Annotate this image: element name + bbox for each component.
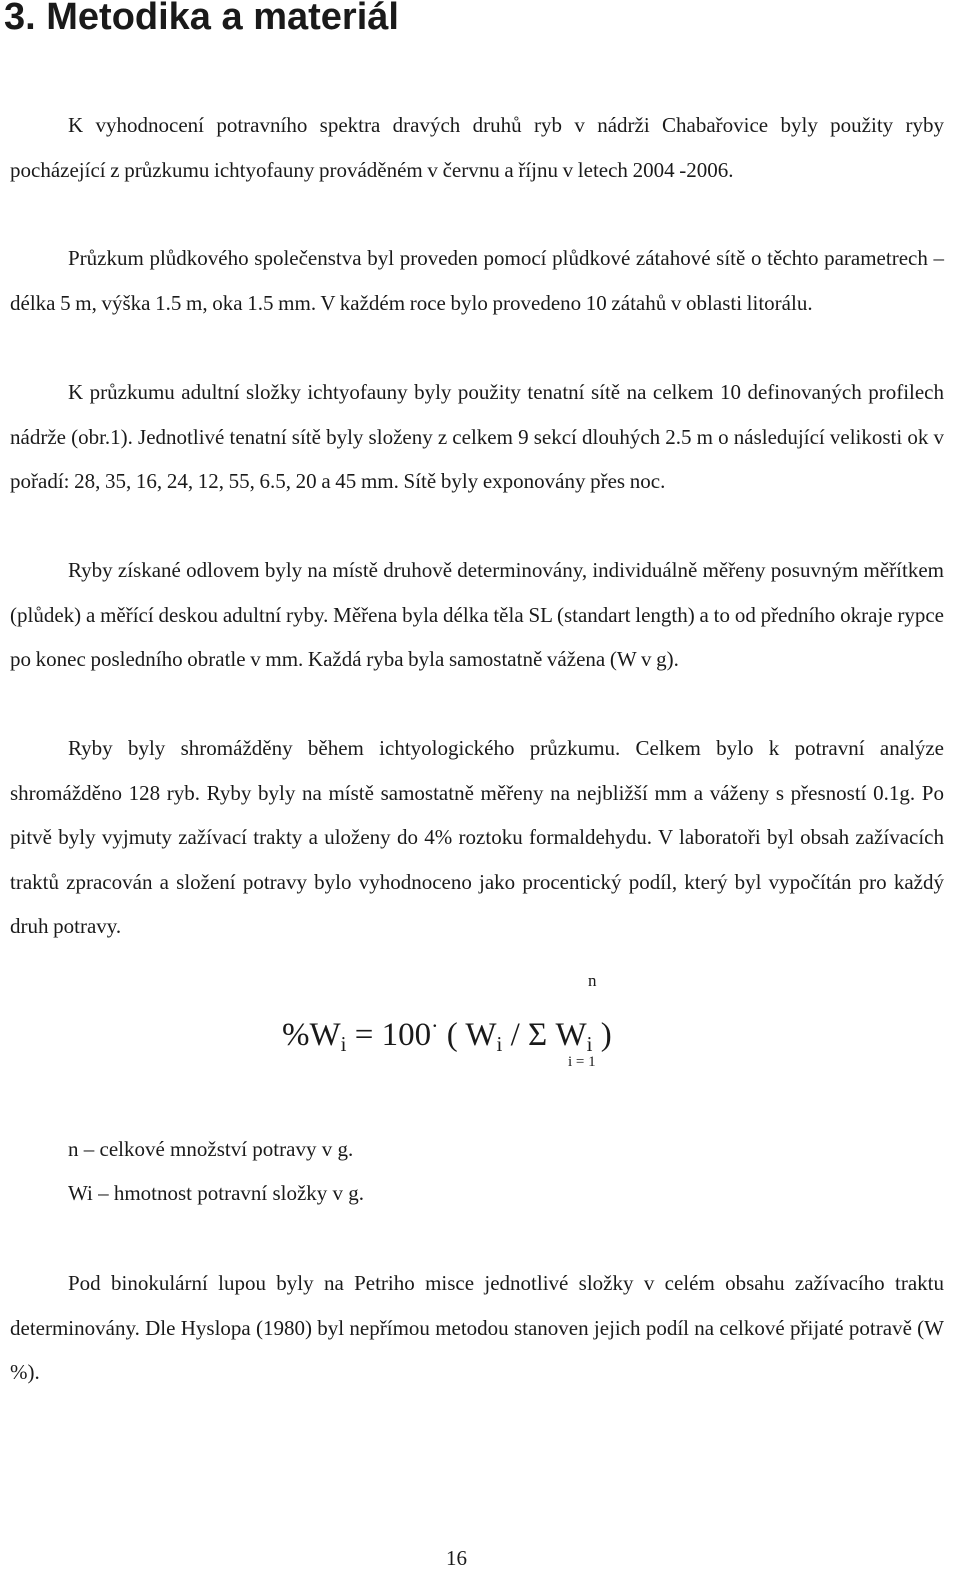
formula-sigma: / Σ W xyxy=(502,1017,587,1053)
percent-sign: % xyxy=(282,1017,310,1053)
paragraph-adult-survey: K průzkumu adultní složky ichtyofauny byly použity tenatní sítě na celkem 10 definovaných profilech nádrže (obr.1). Jednotlivé tenatní sítě byly složeny z celkem 9 sekcí dlouhých 2.5 m o následující velikosti ok v pořadí: 28, 35, 16, 24, 12, 55, 6.5, 20 a 45 mm. Sítě byly exponovány přes noc. xyxy=(10,380,944,493)
sum-lower-limit: i = 1 xyxy=(568,1054,596,1070)
legend-wi: Wi – hmotnost potravní složky v g. xyxy=(68,1181,365,1205)
paragraph-determination: Pod binokulární lupou byly na Petriho misce jednotlivé složky v celém obsahu zažívacího traktu determinovány. Dle Hyslopa (1980) byl nepřímou metodou stanoven jejich podíl na celkové přijaté potravě (W %). xyxy=(10,1271,944,1384)
paragraph-fry-survey: Průzkum plůdkového společenstva byl proveden pomocí plůdkové zátahové sítě o těchto parametrech – délka 5 m, výška 1.5 m, oka 1.5 mm. V každém roce bylo provedeno 10 zátahů v oblasti litorálu. xyxy=(10,246,944,315)
formula-subscript-i-2: i xyxy=(496,1032,503,1056)
paragraph-sampling-source: K vyhodnocení potravního spektra dravých druhů ryb v nádrži Chabařovice byly použity ryby pocházející z průzkumu ichtyofauny prováděném v červnu a říjnu v letech 2004 -2006. xyxy=(10,113,944,182)
paragraph-measurement: Ryby získané odlovem byly na místě druhově determinovány, individuálně měřeny posuvným měřítkem (plůdek) a měřící deskou adultní ryby. Měřena byla délka těla SL (standart length) a to od předního okraje rypce po konec posledního obratle v mm. Každá ryba byla samostatně vážena (W v g). xyxy=(10,558,944,671)
formula-equals-100: = 100 xyxy=(346,1017,432,1053)
legend-n: n – celkové množství potravy v g. xyxy=(68,1137,354,1161)
sum-upper-limit: n xyxy=(588,971,597,990)
formula-close-paren: ) xyxy=(592,1017,612,1053)
formula-w: W xyxy=(309,1017,341,1053)
weight-percent-formula xyxy=(282,970,702,1080)
formula-expression xyxy=(282,1006,612,1064)
multiply-dot: · xyxy=(431,1013,439,1038)
section-heading: 3. Metodika a materiál xyxy=(4,0,399,38)
paragraph-diet-analysis: Ryby byly shromážděny během ichtyologického průzkumu. Celkem bylo k potravní analýze shromážděno 128 ryb. Ryby byly na místě samostatně měřeny na nejbližší mm a váženy s přesností 0.1g. Po pitvě byly vyjmuty zažívací trakty a uloženy do 4% roztoku formaldehydu. V laboratoři byl obsah zažívacích traktů zpracován a složení potravy bylo vyhodnoceno jako procentický podíl, který byl vypočítán pro každý druh potravy. xyxy=(10,736,944,938)
formula-open-paren: ( W xyxy=(438,1017,497,1053)
page-number: 16 xyxy=(446,1546,467,1570)
formula-subscript-i-3: i xyxy=(586,1032,593,1056)
formula-subscript-i: i xyxy=(340,1032,347,1056)
